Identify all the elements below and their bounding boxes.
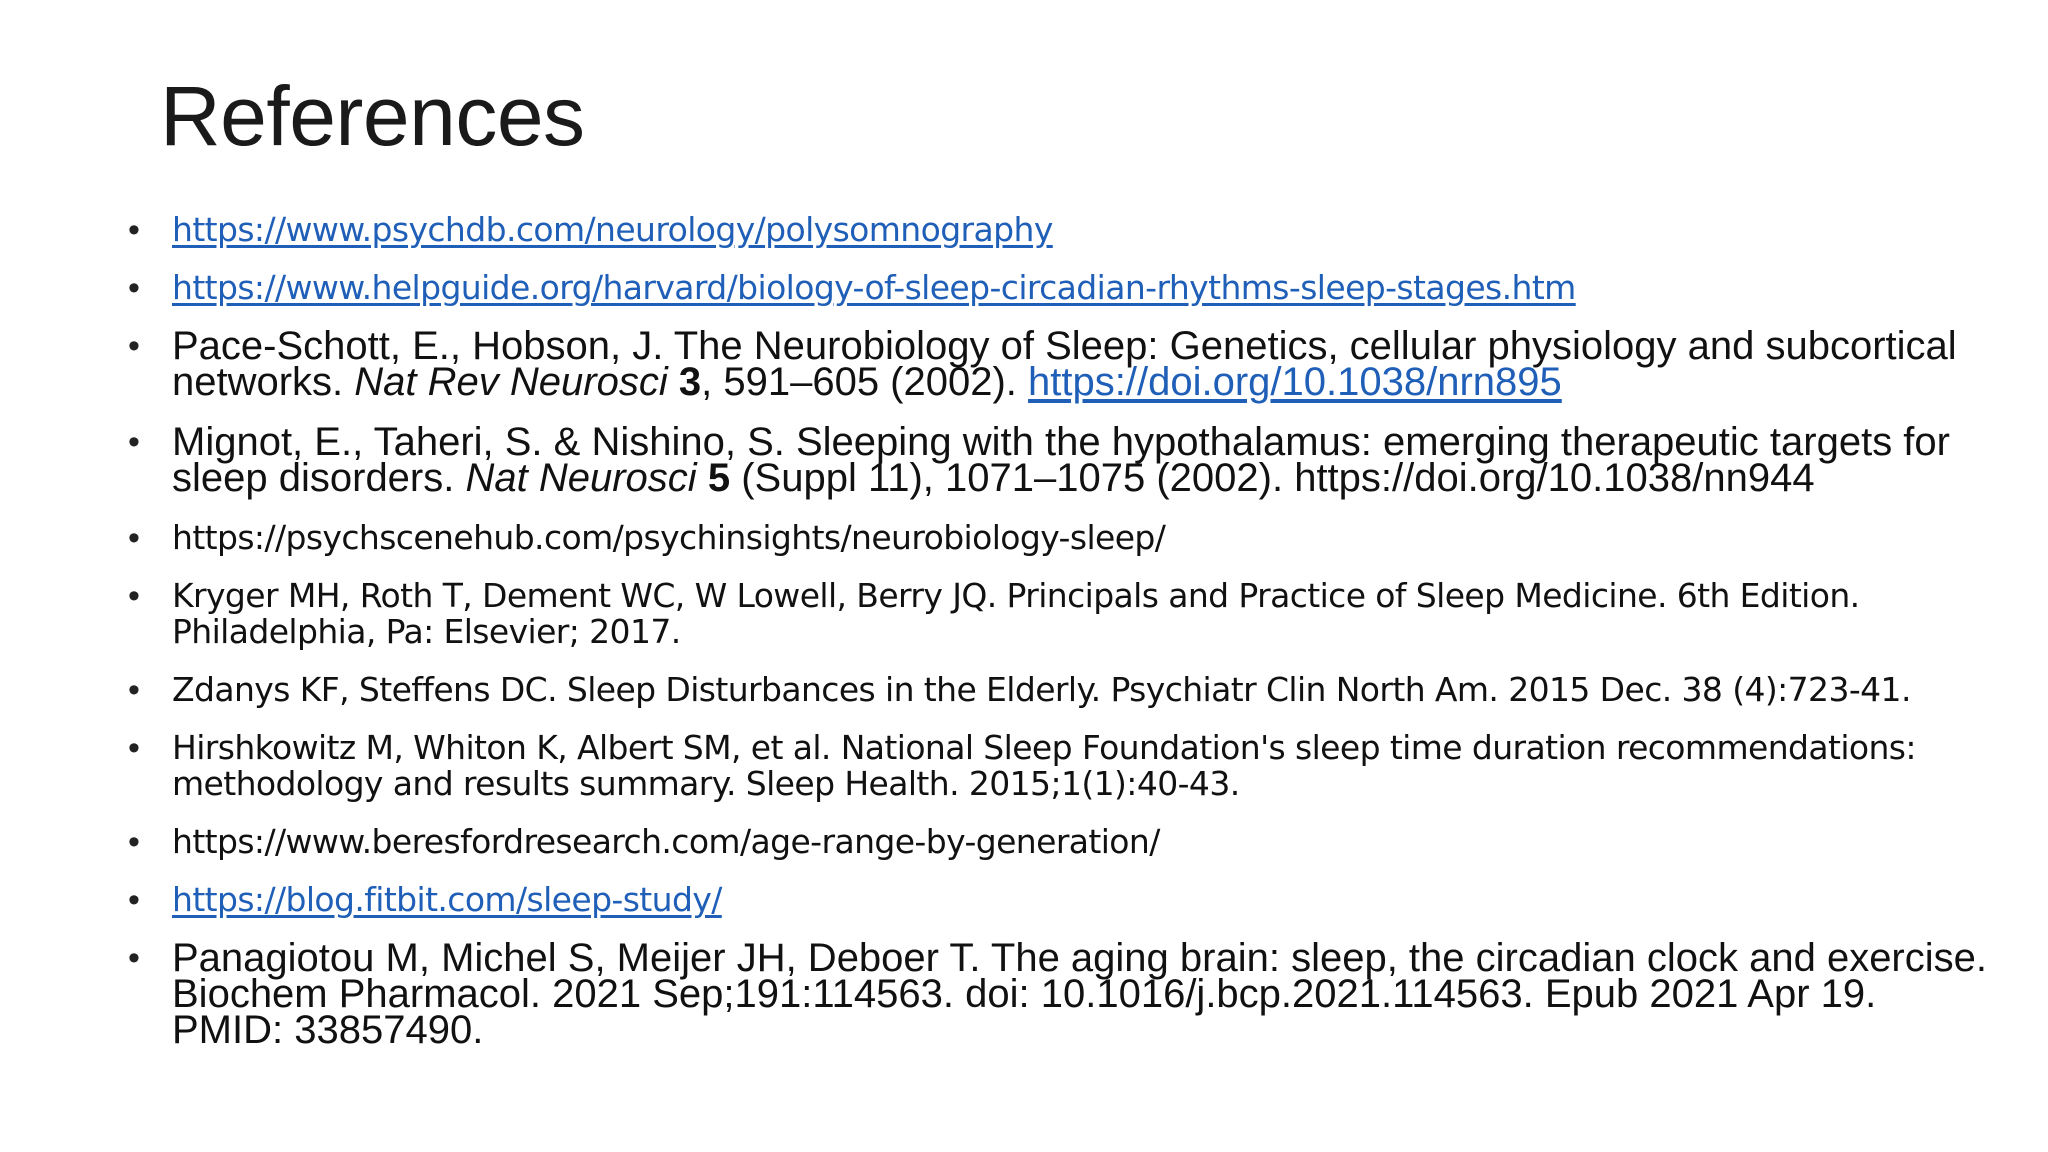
reference-item-6 [128, 578, 1988, 650]
bullet-icon: • [128, 671, 140, 709]
reference-item-7 [128, 672, 1988, 708]
journal-volume: 5 [707, 456, 731, 500]
reference-item-5 [128, 520, 1988, 556]
bullet-icon: • [128, 577, 140, 615]
reference-item-10 [128, 882, 1988, 918]
reference-item-9 [128, 824, 1988, 860]
reference-link-helpguide[interactable]: https://www.helpguide.org/harvard/biology-of-sleep-circadian-rhythms-sleep-stages.htm [172, 268, 1576, 307]
bullet-icon: • [128, 519, 140, 557]
journal-volume: 3 [678, 360, 702, 404]
reference-item-4 [128, 420, 1988, 500]
slide-title: References [160, 69, 585, 163]
journal-name: Nat Rev Neurosci [354, 360, 668, 404]
bullet-icon: • [128, 269, 140, 307]
reference-item-2 [128, 270, 1988, 306]
reference-text: Panagiotou M, Michel S, Meijer JH, Deboer T. The aging brain: sleep, the circadian clock and exercise. Biochem Pharmacol. 2021 Sep;191:114563. doi: 10.1016/j.bcp.2021.114563. Epub 2021 Apr 19. PMID: 33857490. [172, 936, 1987, 1052]
reference-item-3 [128, 324, 1988, 404]
bullet-icon: • [128, 211, 140, 249]
references-list [128, 210, 1988, 1052]
reference-link-fitbit[interactable]: https://blog.fitbit.com/sleep-study/ [172, 880, 722, 919]
reference-text: Zdanys KF, Steffens DC. Sleep Disturbances in the Elderly. Psychiatr Clin North Am. 2015 Dec. 38 (4):723-41. [172, 670, 1911, 709]
bullet-icon: • [128, 729, 140, 767]
journal-name: Nat Neurosci [465, 456, 697, 500]
bullet-icon: • [128, 881, 140, 919]
reference-text: Pace-Schott, E., Hobson, J. The Neurobiology of Sleep: Genetics, cellular physiology and subcortical networks. [172, 324, 1957, 404]
reference-text: Kryger MH, Roth T, Dement WC, W Lowell, Berry JQ. Principals and Practice of Sleep Medicine. 6th Edition. Philadelphia, Pa: Elsevier; 2017. [172, 576, 1860, 651]
reference-item-8 [128, 730, 1988, 802]
bullet-icon: • [128, 327, 140, 365]
reference-link-psychdb[interactable]: https://www.psychdb.com/neurology/polysomnography [172, 210, 1053, 249]
reference-pages: , 591–605 (2002). [701, 360, 1017, 404]
bullet-icon: • [128, 939, 140, 977]
reference-pages: (Suppl 11), 1071–1075 (2002). https://doi.org/10.1038/nn944 [741, 456, 1815, 500]
reference-text: Hirshkowitz M, Whiton K, Albert SM, et al. National Sleep Foundation's sleep time duration recommendations: methodology and results summary. Sleep Health. 2015;1(1):40-43. [172, 728, 1916, 803]
reference-item-11 [128, 936, 1988, 1052]
reference-text: https://www.beresfordresearch.com/age-range-by-generation/ [172, 822, 1160, 861]
bullet-icon: • [128, 823, 140, 861]
bullet-icon: • [128, 423, 140, 461]
reference-text: Mignot, E., Taheri, S. & Nishino, S. Sleeping with the hypothalamus: emerging therapeutic targets for sleep disorders. [172, 420, 1950, 500]
reference-link-doi-nrn895[interactable]: https://doi.org/10.1038/nrn895 [1028, 360, 1562, 404]
reference-text: https://psychscenehub.com/psychinsights/neurobiology-sleep/ [172, 518, 1166, 557]
reference-item-1 [128, 212, 1988, 248]
